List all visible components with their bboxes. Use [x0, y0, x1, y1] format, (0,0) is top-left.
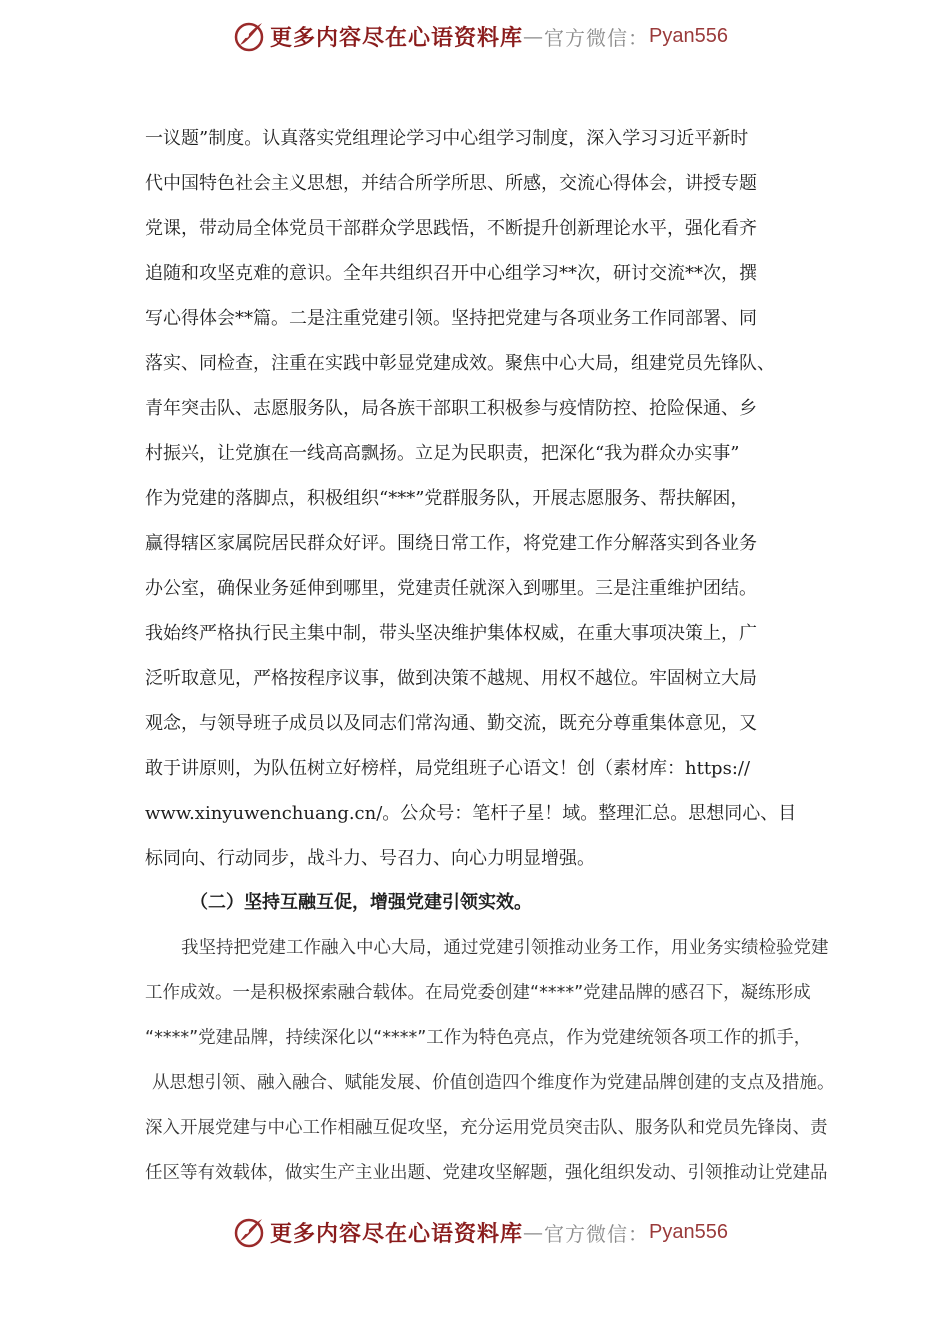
banner-wechat-label: 官方微信： [544, 25, 650, 50]
banner-dash: — [523, 24, 545, 48]
text-line: 深入开展党建与中心工作相融互促攻坚，充分运用党员突击队、服务队和党员先锋岗、责 [145, 1118, 828, 1138]
text-line: 从思想引领、融入融合、赋能发展、价值创造四个维度作为党建品牌创建的支点及措施。 [152, 1073, 835, 1093]
quill-logo-icon [232, 1215, 266, 1249]
text-line: 作为党建的落脚点，积极组织“***”党群服务队，开展志愿服务、帮扶解困， [145, 488, 749, 509]
banner-title: 更多内容尽在心语资料库 [270, 24, 524, 51]
text-line: 工作成效。一是积极探索融合载体。在局党委创建“****”党建品牌的感召下，凝练形成 [145, 983, 811, 1003]
text-line: 观念，与领导班子成员以及同志们常沟通、勤交流，既充分尊重集体意见，又 [145, 713, 757, 734]
text-line: 任区等有效载体，做实生产主业出题、党建攻坚解题，强化组织发动、引领推动让党建品 [145, 1163, 828, 1183]
text-line: 泛听取意见，严格按程序议事，做到决策不越规、用权不越位。牢固树立大局 [145, 668, 757, 689]
text-line: 标同向、行动同步，战斗力、号召力、向心力明显增强。 [145, 848, 595, 869]
text-line: 党课，带动局全体党员干部群众学思践悟，不断提升创新理论水平，强化看齐 [145, 218, 757, 239]
banner-wechat-id: Pyan556 [649, 24, 728, 47]
text-line: 写心得体会**篇。二是注重党建引领。坚持把党建与各项业务工作同部署、同 [145, 308, 757, 329]
text-line: 办公室，确保业务延伸到哪里，党建责任就深入到哪里。三是注重维护团结。 [145, 578, 757, 599]
text-line: 青年突击队、志愿服务队，局各族干部职工积极参与疫情防控、抢险保通、乡 [145, 398, 757, 419]
section2-heading: （二）坚持互融互促，增强党建引领实效。 [190, 892, 532, 913]
banner-title: 更多内容尽在心语资料库 [270, 1220, 524, 1247]
text-line: “****”党建品牌，持续深化以“****”工作为特色亮点，作为党建统领各项工作的抓手， [145, 1028, 812, 1048]
text-line: 一议题”制度。认真落实党组理论学习中心组学习制度，深入学习习近平新时 [145, 128, 749, 149]
text-line: www.xinyuwenchuang.cn/。公众号：笔杆子星！域。整理汇总。思想同心、目 [145, 803, 797, 824]
text-line: 村振兴，让党旗在一线高高飘扬。立足为民职责，把深化“我为群众办实事” [145, 443, 740, 464]
text-line: 敢于讲原则，为队伍树立好榜样，局党组班子心语文！创（素材库：https:// [145, 758, 751, 779]
banner-wechat-label: 官方微信： [544, 1221, 650, 1246]
banner-dash: — [523, 1220, 545, 1244]
text-line: 代中国特色社会主义思想，并结合所学所思、所感，交流心得体会，讲授专题 [145, 173, 757, 194]
quill-logo-icon [232, 19, 266, 53]
text-line: 落实、同检查，注重在实践中彰显党建成效。聚焦中心大局，组建党员先锋队、 [145, 353, 775, 374]
text-line: 我坚持把党建工作融入中心大局，通过党建引领推动业务工作，用业务实绩检验党建 [181, 938, 829, 958]
footer-banner [232, 1212, 728, 1252]
banner-wechat-id: Pyan556 [649, 1220, 728, 1243]
text-line: 追随和攻坚克难的意识。全年共组织召开中心组学习**次，研讨交流**次，撰 [145, 263, 757, 284]
text-line: 我始终严格执行民主集中制，带头坚决维护集体权威，在重大事项决策上，广 [145, 623, 757, 644]
text-line: 赢得辖区家属院居民群众好评。围绕日常工作，将党建工作分解落实到各业务 [145, 533, 757, 554]
header-banner [232, 16, 728, 56]
